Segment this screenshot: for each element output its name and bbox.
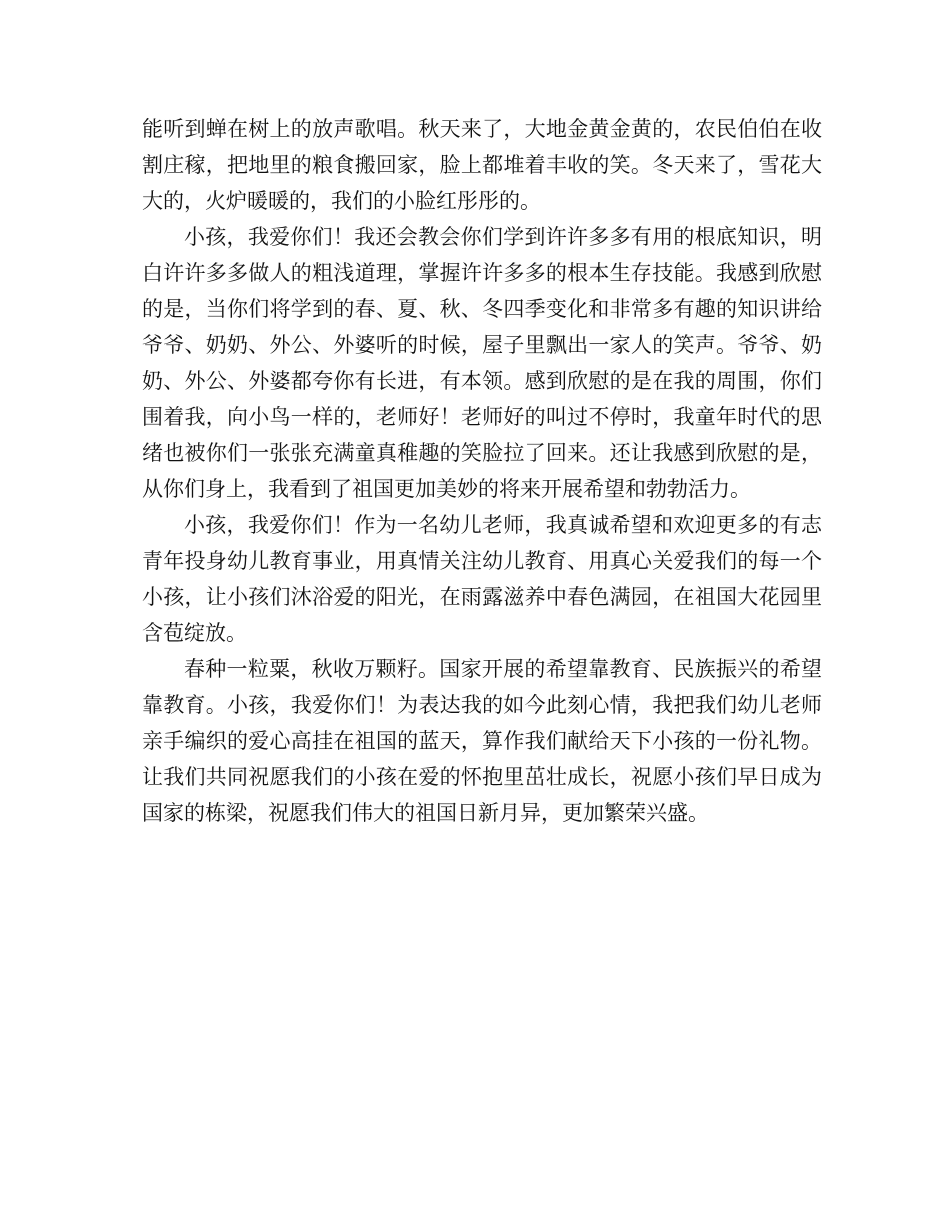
paragraph-2: 小孩，我爱你们！我还会教会你们学到许许多多有用的根底知识，明白许许多多做人的粗浅道理，掌握许许多多的根本生存技能。我感到欣慰的是，当你们将学到的春、夏、秋、冬四季变化和非常多有趣的知识讲给爷爷、奶奶、外公、外婆听的时候，屋子里飘出一家人的笑声。爷爷、奶奶、外公、外婆都夸你有长进，有本领。感到欣慰的是在我的周围，你们围着我，向小鸟一样的，老师好！老师好的叫过不停时，我童年时代的思绪也被你们一张张充满童真稚趣的笑脸拉了回来。还让我感到欣慰的是，从你们身上，我看到了祖国更加美妙的将来开展希望和勃勃活力。 [142,225,822,501]
paragraph-1: 能听到蝉在树上的放声歌唱。秋天来了，大地金黄金黄的，农民伯伯在收割庄稼，把地里的粮食搬回家，脸上都堆着丰收的笑。冬天来了，雪花大大的，火炉暖暖的，我们的小脸红彤彤的。 [142,117,822,213]
body-text [142,111,822,831]
paragraph-3: 小孩，我爱你们！作为一名幼儿老师，我真诚希望和欢迎更多的有志青年投身幼儿教育事业，用真情关注幼儿教育、用真心关爱我们的每一个小孩，让小孩们沐浴爱的阳光，在雨露滋养中春色满园，在祖国大花园里含苞绽放。 [142,513,822,645]
paragraph-4: 春种一粒粟，秋收万颗籽。国家开展的希望靠教育、民族振兴的希望靠教育。小孩，我爱你们！为表达我的如今此刻心情，我把我们幼儿老师亲手编织的爱心高挂在祖国的蓝天，算作我们献给天下小孩的一份礼物。让我们共同祝愿我们的小孩在爱的怀抱里茁壮成长，祝愿小孩们早日成为国家的栋梁，祝愿我们伟大的祖国日新月异，更加繁荣兴盛。 [142,657,822,825]
